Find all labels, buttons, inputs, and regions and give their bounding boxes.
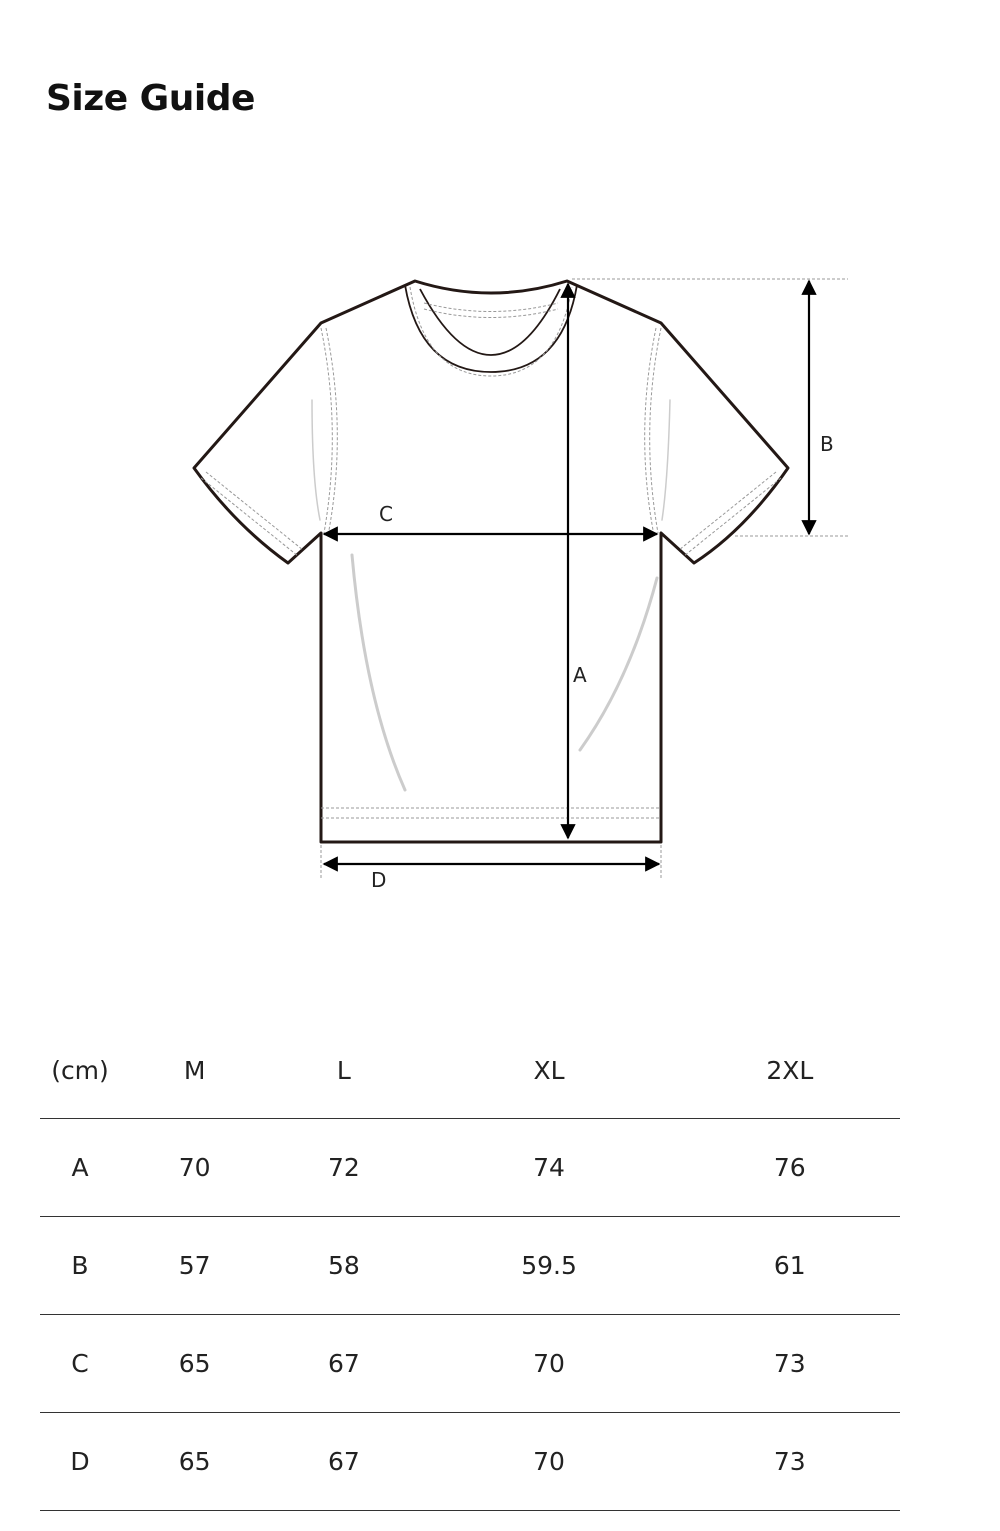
row-label: A	[71, 1153, 89, 1182]
table-row	[40, 1119, 900, 1217]
page-title: Size Guide	[46, 78, 255, 119]
cell: 67	[327, 1447, 360, 1476]
row-label: B	[71, 1251, 89, 1280]
cell: 67	[327, 1349, 360, 1378]
label-d: D	[371, 868, 387, 892]
cell: 73	[773, 1349, 806, 1378]
cell: 58	[327, 1251, 360, 1280]
header-size: L	[336, 1055, 351, 1085]
header-size: 2XL	[766, 1055, 814, 1085]
size-table	[40, 1022, 900, 1511]
row-label: C	[71, 1349, 89, 1378]
cell: 72	[327, 1153, 360, 1182]
header-size: M	[183, 1055, 206, 1085]
header-size: XL	[533, 1055, 565, 1085]
header-unit: (cm)	[51, 1055, 109, 1085]
table-row	[40, 1315, 900, 1413]
table-row	[40, 1413, 900, 1511]
cell: 65	[178, 1447, 211, 1476]
label-b: B	[820, 432, 834, 456]
cell: 61	[773, 1251, 806, 1280]
cell: 57	[178, 1251, 211, 1280]
label-a: A	[573, 663, 587, 687]
cell: 70	[533, 1349, 565, 1378]
cell: 65	[178, 1349, 211, 1378]
label-c: C	[379, 502, 393, 526]
cell: 70	[178, 1153, 211, 1182]
cell: 74	[533, 1153, 565, 1182]
row-label: D	[70, 1447, 90, 1476]
table-row	[40, 1217, 900, 1315]
cell: 73	[773, 1447, 806, 1476]
cell: 76	[773, 1153, 806, 1182]
cell: 59.5	[521, 1251, 577, 1280]
table-header-row	[40, 1022, 900, 1119]
cell: 70	[533, 1447, 565, 1476]
tshirt-outline	[194, 281, 788, 842]
